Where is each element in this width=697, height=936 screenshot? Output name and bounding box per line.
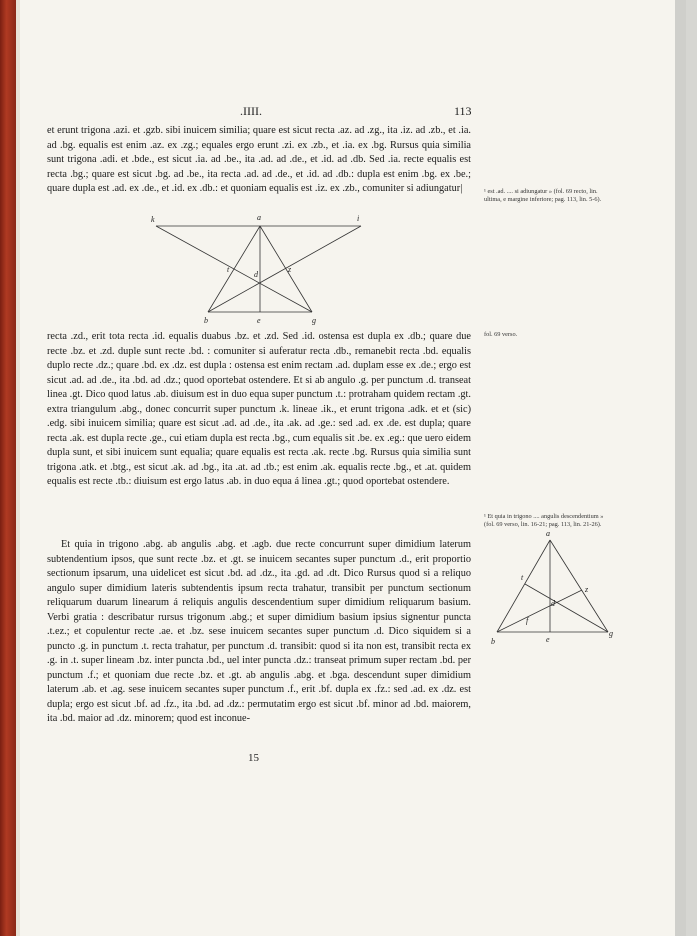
fig2-label-b: b bbox=[491, 637, 495, 646]
page-number: 113 bbox=[454, 104, 472, 118]
fig1-label-t: t bbox=[227, 265, 230, 274]
paragraph-text-2: recta .zd., erit tota recta .id. equalis duabus .bz. et .zd. Sed .id. ostensa est dupla ex .db.; quare due recte .bz. et .zd. duple sunt recte .bd. : comuniter si auferatur recta .db., remanebit recta .bd. equalis duplo recte .dz.; quare .bd. ex .dz. est dupla : ostensa est enim rectam .ad. duplam esse ex .de.; ergo est sicut .ad. ad .de., ita .bd. ad .dz.; quod oportebat ostendere. Et si ab angulo .g. per punctum .d. transeat linea .gt. Dico quod latus .ab. diuisum est in duo equa super punctum .t.: protraham quidem rectam .gt. extra triangulum .abg., donec concurrit super punctum .k. lineae .ik., et erunt trigona .adk. et et (sic) .edg. sibi inuicem similia; quare est sicut .ad. ad .de., ita .ak. ad .ge.: sed .ad. ex .de. est dupla; quare recta .ak. est dupla recte .ge., cui etiam dupla est recta .bg., cum equalis sit .be. ex .eg.: que uero eidem dupla sunt, et sibi inuicem sunt equalia; quare equalis est recta .ak. recte .bg. Rursus quia similia sunt trigona .atk. et .btg., est sicut .ak. ad .bg., ita .at. ad .tb.; est enim .ak. equalis recte .bg., et .at. quidem equalis est recte .tb.: diuisum est ergo latus .ab. in duo equa á linea .gt.; quod oportebat ostendere. bbox=[47, 331, 471, 487]
fig1-label-b: b bbox=[204, 316, 208, 325]
fig1-label-a: a bbox=[257, 213, 261, 222]
side-note-3: ¹ Et quia in trigono .... angulis descendentium » (fol. 69 verso, lin. 16-21; pag. 113, lin. 21-26). bbox=[484, 513, 604, 528]
fig2-label-e: e bbox=[546, 635, 550, 644]
side-note-2: fol. 69 verso. bbox=[484, 331, 518, 338]
fig1-label-d: d bbox=[254, 270, 258, 279]
paragraph-text-3: Et quia in trigono .abg. ab angulis .abg. et .agb. due recte concurrunt super dimidium laterum subtendentium ipsos, que sunt recte .bz. et .gt. se inuicem secantes super punctum .d., erit proportio sectionum ipsarum, una uidelicet est sicut .bd. ad .dz., ita .gd. ad .dt. Dico Rursus quod si a reliquo angulo super dimidium lateris subtendentis ipsum recta trahatur, transibit per punctum sectionum reliquarum duarum linearum á reliquis angulis descendentium super dimidium reliquarum basium. Verbi gratia : describatur rursus trigonum .abg.; et super dimidium basium ipsius signentur puncta .t.ez.; et copulentur recte .ae. et .bz. sese inuicem secantes super punctum .d. Dico siquidem si a puncto .g. in punctum .t. recta trahatur, per punctum .d. transibit: quod si ita non est, transibit recta ex .g. in .t. super lineam .bz. inter puncta .bd., uel inter puncta .dz.: transeat primum super rectam .bd. per punctum .f.; et quoniam due recte .bz. et .gt. ab angulis .abg. et .bga. descendunt super dimidium laterum .ab. et .ag. sese inuicem secantes super punctum .f., erit .bf. dupla ex .fz.: sed .ad. ex .dz. est dupla; ergo est sicut .bf. ad .fz., ita .bd. ad .dz.: permutatim ergo est sicut .bf. minor ad .bd. maiorem, ita .bd. maior ad .dz. minorem; quod est inconue- bbox=[47, 539, 471, 724]
fig2-label-a: a bbox=[546, 529, 550, 538]
fig1-label-i: i bbox=[357, 214, 360, 223]
paragraph-1 bbox=[47, 124, 471, 197]
fig2-label-f: f bbox=[526, 616, 529, 625]
page-shadow bbox=[675, 0, 686, 936]
paragraph-2 bbox=[47, 330, 471, 490]
fig1-label-k: k bbox=[151, 215, 155, 224]
fig2-label-t: t bbox=[521, 573, 524, 582]
fig2-label-d: d bbox=[551, 599, 555, 608]
fig1-label-e: e bbox=[257, 316, 261, 325]
fig1-label-g: g bbox=[312, 316, 316, 325]
paragraph-text-1: et erunt trigona .azi. et .gzb. sibi inuicem similia; quare est sicut recta .az. ad .zg., ita .iz. ad .zb., et .ia. ad .bg. equalis est enim .az. ex .zg.; equales ergo erunt .zi. ex .zb., et .ia. ex .bg. Rursus quia similia sunt trigona .adi. et .bde., est sicut .ia. ad .be., ita .ad. ad .de., et .id. ad .db. Sed .ia. recte equalis est recta .bg.; quare est sicut .bg. ad .be., ita recta .ad. ad .de., et .id. ad .db.: dupla est enim .bg. ex .be.; quare dupla est .ad. ex .de., et .id. ex .db.: et quoniam equalis est .iz. ex .zb., comuniter si adiungatur| bbox=[47, 125, 471, 194]
fig2-label-g: g bbox=[609, 629, 613, 638]
fig2-label-z: z bbox=[585, 585, 589, 594]
side-note-1: ¹ est .ad. .... si adiungatur » (fol. 69 recto, lin. ultima, e margine inferiore; pag. 113, lin. 5-6). bbox=[484, 188, 602, 203]
section-header: .IIII. bbox=[240, 104, 262, 118]
signature-mark: 15 bbox=[248, 752, 259, 764]
fig1-label-z: z bbox=[288, 265, 292, 274]
paragraph-3 bbox=[47, 538, 471, 727]
book-spine bbox=[0, 0, 16, 936]
